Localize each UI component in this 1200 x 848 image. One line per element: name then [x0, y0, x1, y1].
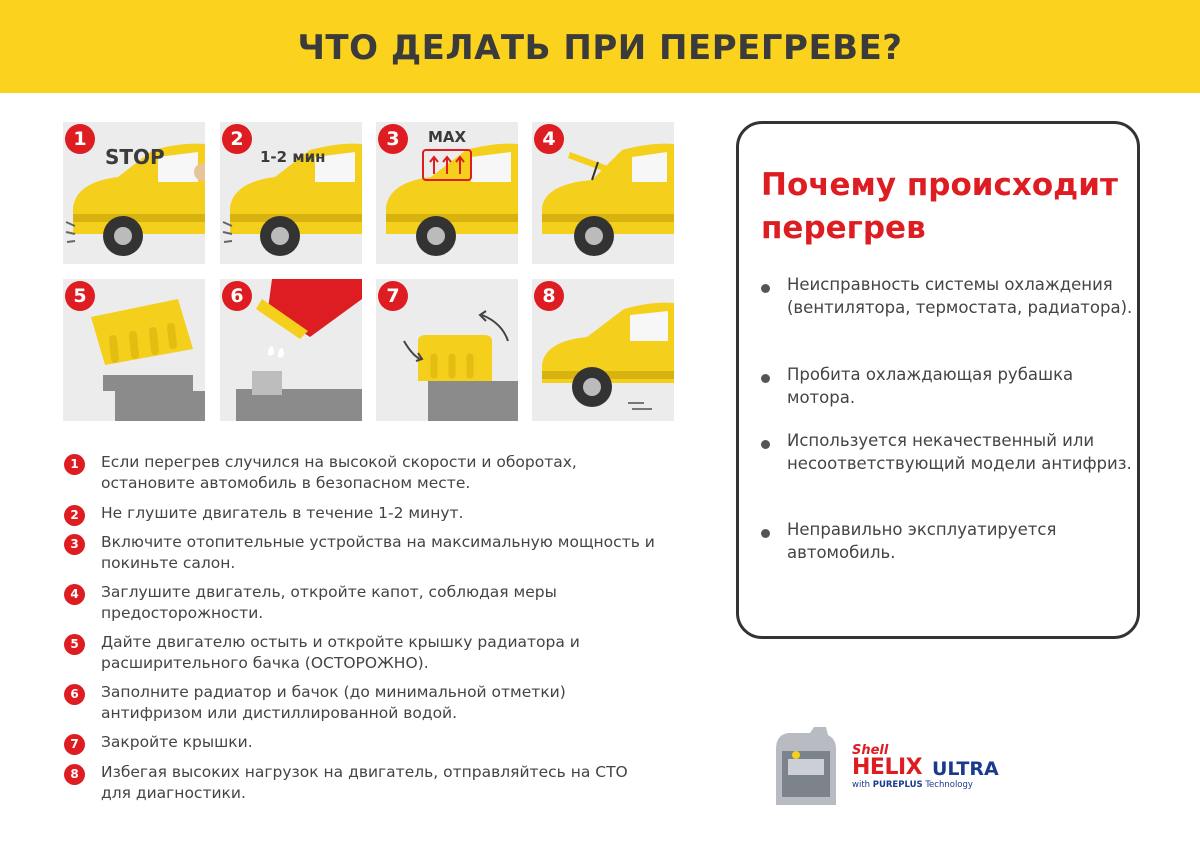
step-bullet: 1 — [64, 454, 85, 475]
step-text: Заполните радиатор и бачок (до минимальной отметки) антифризом или дистиллированной водой. — [101, 683, 566, 722]
step-bullet: 5 — [64, 634, 85, 655]
reason-text: Используется некачественный или несоответствующий модели антифриз. — [787, 431, 1132, 473]
step-text: Не глушите двигатель в течение 1-2 минут. — [101, 504, 464, 522]
step-number-badge: 7 — [378, 281, 408, 311]
step-text: Заглушите двигатель, откройте капот, соблюдая меры предосторожности. — [101, 583, 557, 622]
step-bullet: 3 — [64, 534, 85, 555]
step-bullet: 8 — [64, 764, 85, 785]
step-illustration-2 — [220, 122, 362, 264]
step-bullet: 6 — [64, 684, 85, 705]
bullet-dot-icon — [761, 374, 770, 383]
reasons-panel — [736, 121, 1140, 639]
step-illustration-1 — [63, 122, 205, 264]
tagline-prefix: with — [852, 780, 871, 790]
reason-text: Неисправность системы охлаждения (вентилятора, термостата, радиатора). — [787, 275, 1133, 317]
step-illustration-4 — [532, 122, 674, 264]
bullet-dot-icon — [761, 440, 770, 449]
tagline-suffix: Technology — [925, 780, 973, 790]
step-text: Включите отопительные устройства на максимальную мощность и покиньте салон. — [101, 533, 655, 572]
step-illustration-5 — [63, 279, 205, 421]
step-illustration-3 — [376, 122, 518, 264]
bullet-dot-icon — [761, 284, 770, 293]
stop-label: STOP — [105, 145, 165, 169]
step-number-badge: 5 — [65, 281, 95, 311]
step-illustration-8 — [532, 279, 674, 421]
step-number-badge: 1 — [65, 124, 95, 154]
reason-text: Пробита охлаждающая рубашка мотора. — [787, 365, 1074, 407]
panel-title: Почему происходит перегрев — [761, 167, 1118, 246]
step-illustration-6 — [220, 279, 362, 421]
bullet-dot-icon — [761, 529, 770, 538]
step-number-badge: 6 — [222, 281, 252, 311]
page-title: ЧТО ДЕЛАТЬ ПРИ ПЕРЕГРЕВЕ? — [297, 28, 903, 68]
brand-shell: Shell — [852, 743, 889, 758]
brand-logo — [770, 725, 1020, 810]
reason-text: Неправильно эксплуатируется автомобиль. — [787, 520, 1057, 562]
step-text: Дайте двигателю остыть и откройте крышку радиатора и расширительного бачка (ОСТОРОЖНО). — [101, 633, 580, 672]
step-number-badge: 2 — [222, 124, 252, 154]
brand-tagline — [852, 780, 973, 790]
brand-helix: HELIX — [852, 755, 923, 780]
duration-label: 1-2 мин — [260, 148, 326, 166]
step-bullet: 2 — [64, 505, 85, 526]
step-number-badge: 8 — [534, 281, 564, 311]
brand-ultra: ULTRA — [932, 758, 999, 780]
header-banner — [0, 0, 1200, 93]
tagline-bold: PUREPLUS — [872, 780, 923, 790]
step-text: Закройте крышки. — [101, 733, 253, 751]
step-number-badge: 3 — [378, 124, 408, 154]
max-label: MAX — [428, 128, 467, 146]
step-text: Если перегрев случился на высокой скорости и оборотах, остановите автомобиль в безопасном месте. — [101, 453, 577, 492]
step-illustration-7 — [376, 279, 518, 421]
step-bullet: 4 — [64, 584, 85, 605]
oil-bottle-icon — [770, 725, 840, 810]
step-number-badge: 4 — [534, 124, 564, 154]
step-bullet: 7 — [64, 734, 85, 755]
step-text: Избегая высоких нагрузок на двигатель, отправляйтесь на СТО для диагностики. — [101, 763, 628, 802]
